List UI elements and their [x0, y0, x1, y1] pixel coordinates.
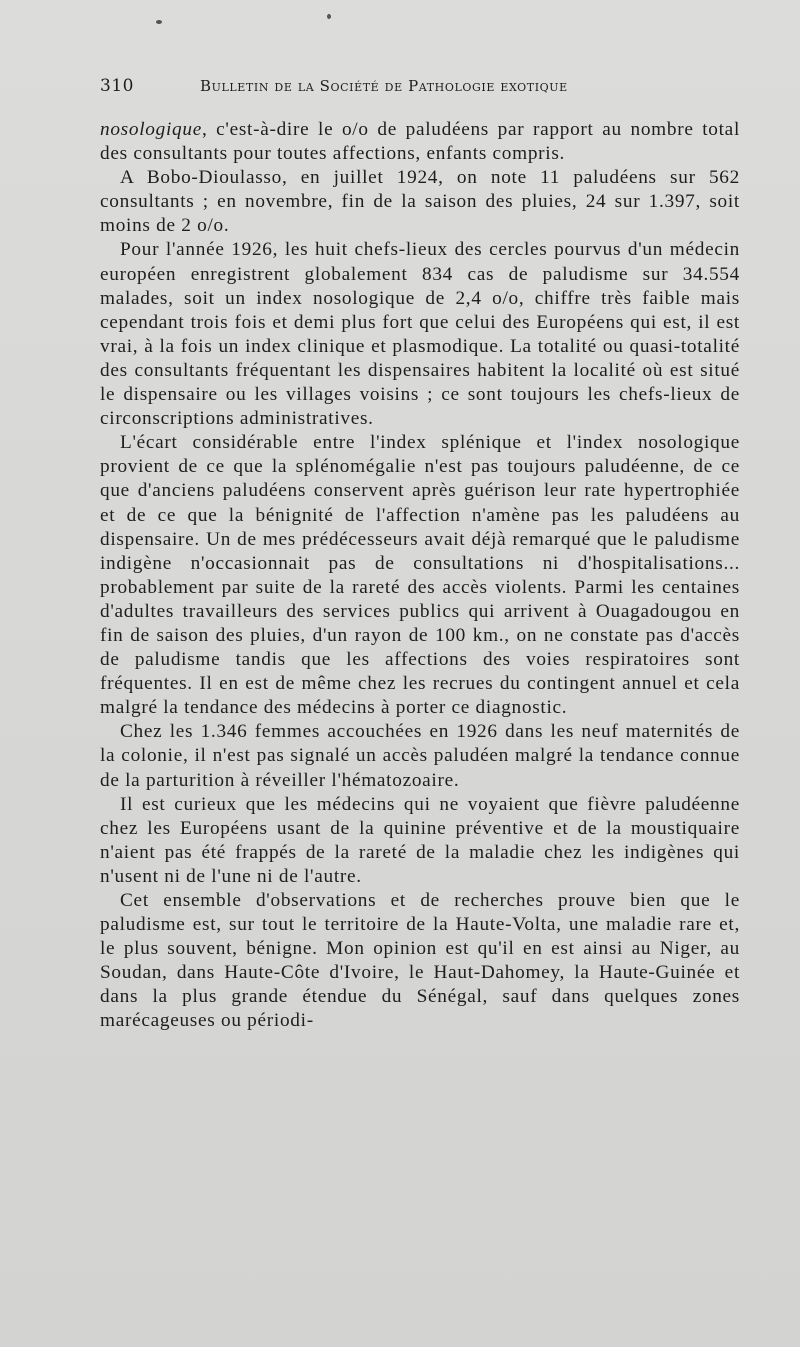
running-title: Bulletin de la Société de Pathologie exotique [200, 77, 568, 95]
page-number: 310 [100, 76, 134, 96]
paragraph: L'écart considérable entre l'index splénique et l'index nosologique provient de ce que la splénomégalie n'est pas toujours paludéenne, de ce que d'anciens paludéens conservent après guérison leur rate hypertrophiée et de ce que la bénignité de l'affection n'amène pas les paludéens au dispensaire. Un de mes prédécesseurs avait déjà remarqué que le paludisme indigène n'occasionnait pas de consultations ni d'hospitalisations... probablement par suite de la rareté des accès violents. Parmi les centaines d'adultes travailleurs des services publics qui arrivent à Ouagadougou en fin de saison des pluies, d'un rayon de 100 km., on ne constate pas d'accès de paludisme tandis que les affections des voies respiratoires sont fréquentes. Il en est de même chez les recrues du contingent annuel et cela malgré la tendance des médecins à porter ce diagnostic. [100, 432, 740, 719]
paragraph: Chez les 1.346 femmes accouchées en 1926 dans les neuf maternités de la colonie, il n'est pas signalé un accès paludéen malgré la tendance connue de la parturition à réveiller l'hématozoaire. [100, 721, 740, 791]
paragraph: Il est curieux que les médecins qui ne voyaient que fièvre paludéenne chez les Européens usant de la quinine préventive et de la moustiquaire n'aient pas été frappés de la rareté de la maladie chez les indigènes qui n'usent ni de l'une ni de l'autre. [100, 793, 740, 887]
ink-speck [327, 14, 331, 19]
paragraph [100, 118, 740, 166]
body-text [100, 118, 740, 1034]
paragraph: Cet ensemble d'observations et de recherches prouve bien que le paludisme est, sur tout le territoire de la Haute-Volta, une maladie rare et, le plus souvent, bénigne. Mon opinion est qu'il en est ainsi au Niger, au Soudan, dans Haute-Côte d'Ivoire, le Haut-Dahomey, la Haute-Guinée et dans la plus grande étendue du Sénégal, sauf dans quelques zones marécageuses ou périodi- [100, 890, 740, 1032]
running-header [100, 76, 645, 102]
paragraph: A Bobo-Dioulasso, en juillet 1924, on note 11 paludéens sur 562 consultants ; en novembre, fin de la saison des pluies, 24 sur 1.397, soit moins de 2 o/o. [100, 167, 740, 237]
paragraph-text: , c'est-à-dire le o/o de paludéens par rapport au nombre total des consultants pour toutes affections, enfants compris. [100, 119, 740, 165]
italic-term: nosologique [100, 119, 202, 140]
paragraph: Pour l'année 1926, les huit chefs-lieux des cercles pourvus d'un médecin européen enregistrent globalement 834 cas de paludisme sur 34.554 malades, soit un index nosologique de 2,4 o/o, chiffre très faible mais cependant trois fois et demi plus fort que celui des Européens qui est, il est vrai, à la fois un index clinique et plasmodique. La totalité ou quasi-totalité des consultants fréquentant les dispensaires habitent la localité où est situé le dispensaire ou les villages voisins ; ce sont toujours les chefs-lieux de circonscriptions administratives. [100, 239, 740, 430]
ink-speck [156, 20, 162, 24]
